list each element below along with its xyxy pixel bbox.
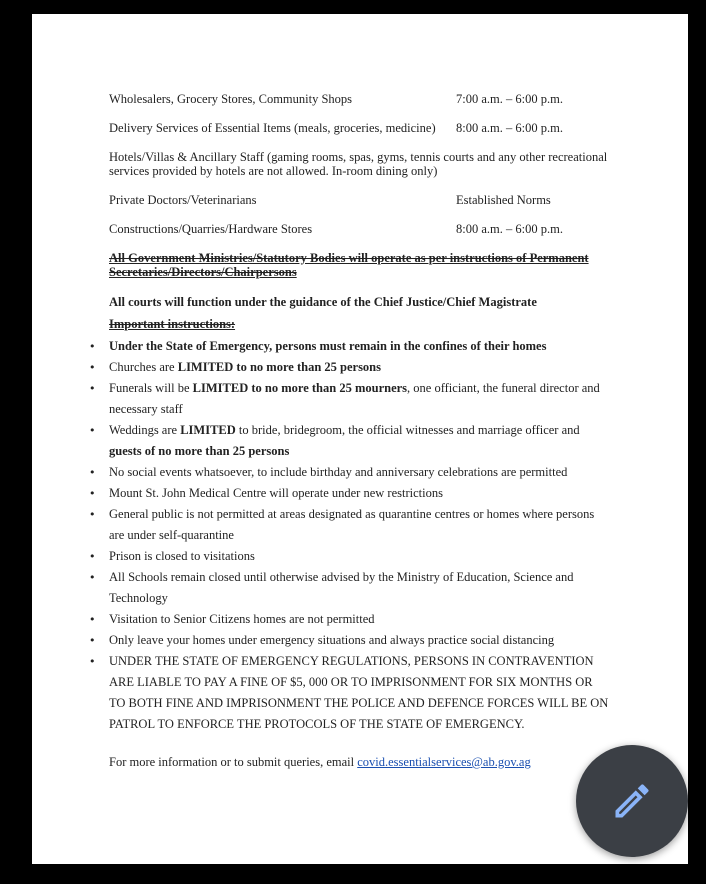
bullet-text: General public is not permitted at areas designated as quarantine centres or homes where persons are under self-quarantine [109,507,595,542]
bullet-bold-text: LIMITED to no more than 25 mourners [192,381,408,395]
hours-time-2: 8:00 a.m. – 6:00 p.m. [456,121,563,135]
doctors-time: Established Norms [456,193,551,207]
edit-fab-button[interactable] [576,745,688,857]
bullet-text: Weddings are [109,423,181,437]
bullet-text: to bride, bridegroom, the official witnesses and marriage officer and [235,423,580,437]
construction-label: Constructions/Quarries/Hardware Stores [109,222,313,236]
bullet-text: Only leave your homes under emergency situations and always practice social distancing [109,633,555,647]
bullet-text: All Schools remain closed until otherwise advised by the Ministry of Education, Science and Technology [109,570,574,605]
bullet-text: UNDER THE STATE OF EMERGENCY REGULATIONS, PERSONS IN CONTRAVENTION ARE LIABLE TO PAY A FINE OF $5, 000 OR TO IMPRISONMENT FOR SIX MONTHS OR TO BOTH FINE AND IMPRISONMENT THE POLICE AND DEFENCE FORCES WILL BE ON PATROL TO ENFORCE THE PROTOCOLS OF THE STATE OF EMERGENCY. [109,654,609,731]
contact-email-link[interactable]: covid.essentialservices@ab.gov.ag [357,755,531,769]
bullet-text: Visitation to Senior Citizens homes are not permitted [109,612,375,626]
government-note: All Government Ministries/Statutory Bodies will operate as per instructions of Permanent Secretaries/Directors/Chairpersons [109,251,589,279]
list-item [109,609,609,630]
pencil-icon [610,779,654,823]
list-item [109,462,609,483]
list-item [109,546,609,567]
bullet-text: Funerals will be [109,381,193,395]
bullet-text: Mount St. John Medical Centre will operate under new restrictions [109,486,443,500]
list-item [109,483,609,504]
hours-label-1: Wholesalers, Grocery Stores, Community Shops [109,92,353,106]
contact-text: For more information or to submit queries, email [109,755,358,769]
bullet-text: , one officiant, the funeral director and necessary staff [109,381,600,416]
instructions-list [109,336,609,735]
bullet-bold-text: LIMITED to no more than 25 persons [177,360,381,374]
hotels-note: Hotels/Villas & Ancillary Staff (gaming rooms, spas, gyms, tennis courts and any other recreational services provided by hotels are not allowed. In-room dining only) [109,150,608,178]
bullet-text: Prison is closed to visitations [109,549,255,563]
hours-time-1: 7:00 a.m. – 6:00 p.m. [456,92,563,106]
construction-time: 8:00 a.m. – 6:00 p.m. [456,222,563,236]
bullet-text: No social events whatsoever, to include birthday and anniversary celebrations are permitted [109,465,568,479]
list-item [109,567,609,609]
contact-line [109,755,531,769]
bullet-bold-text: guests of no more than 25 persons [109,444,290,458]
list-item [109,504,609,546]
hours-label-2: Delivery Services of Essential Items (meals, groceries, medicine) [109,121,436,135]
doctors-label: Private Doctors/Veterinarians [109,193,257,207]
list-item [109,420,609,462]
bullet-bold-text: LIMITED [180,423,236,437]
bullet-text: Churches are [109,360,178,374]
courts-note: All courts will function under the guidance of the Chief Justice/Chief Magistrate [109,295,537,309]
bullet-text: Under the State of Emergency, persons must remain in the confines of their homes [109,339,547,353]
list-item [109,630,609,651]
instructions-heading: Important instructions: [109,317,236,331]
list-item [109,357,609,378]
list-item [109,651,609,735]
list-item [109,336,609,357]
list-item [109,378,609,420]
